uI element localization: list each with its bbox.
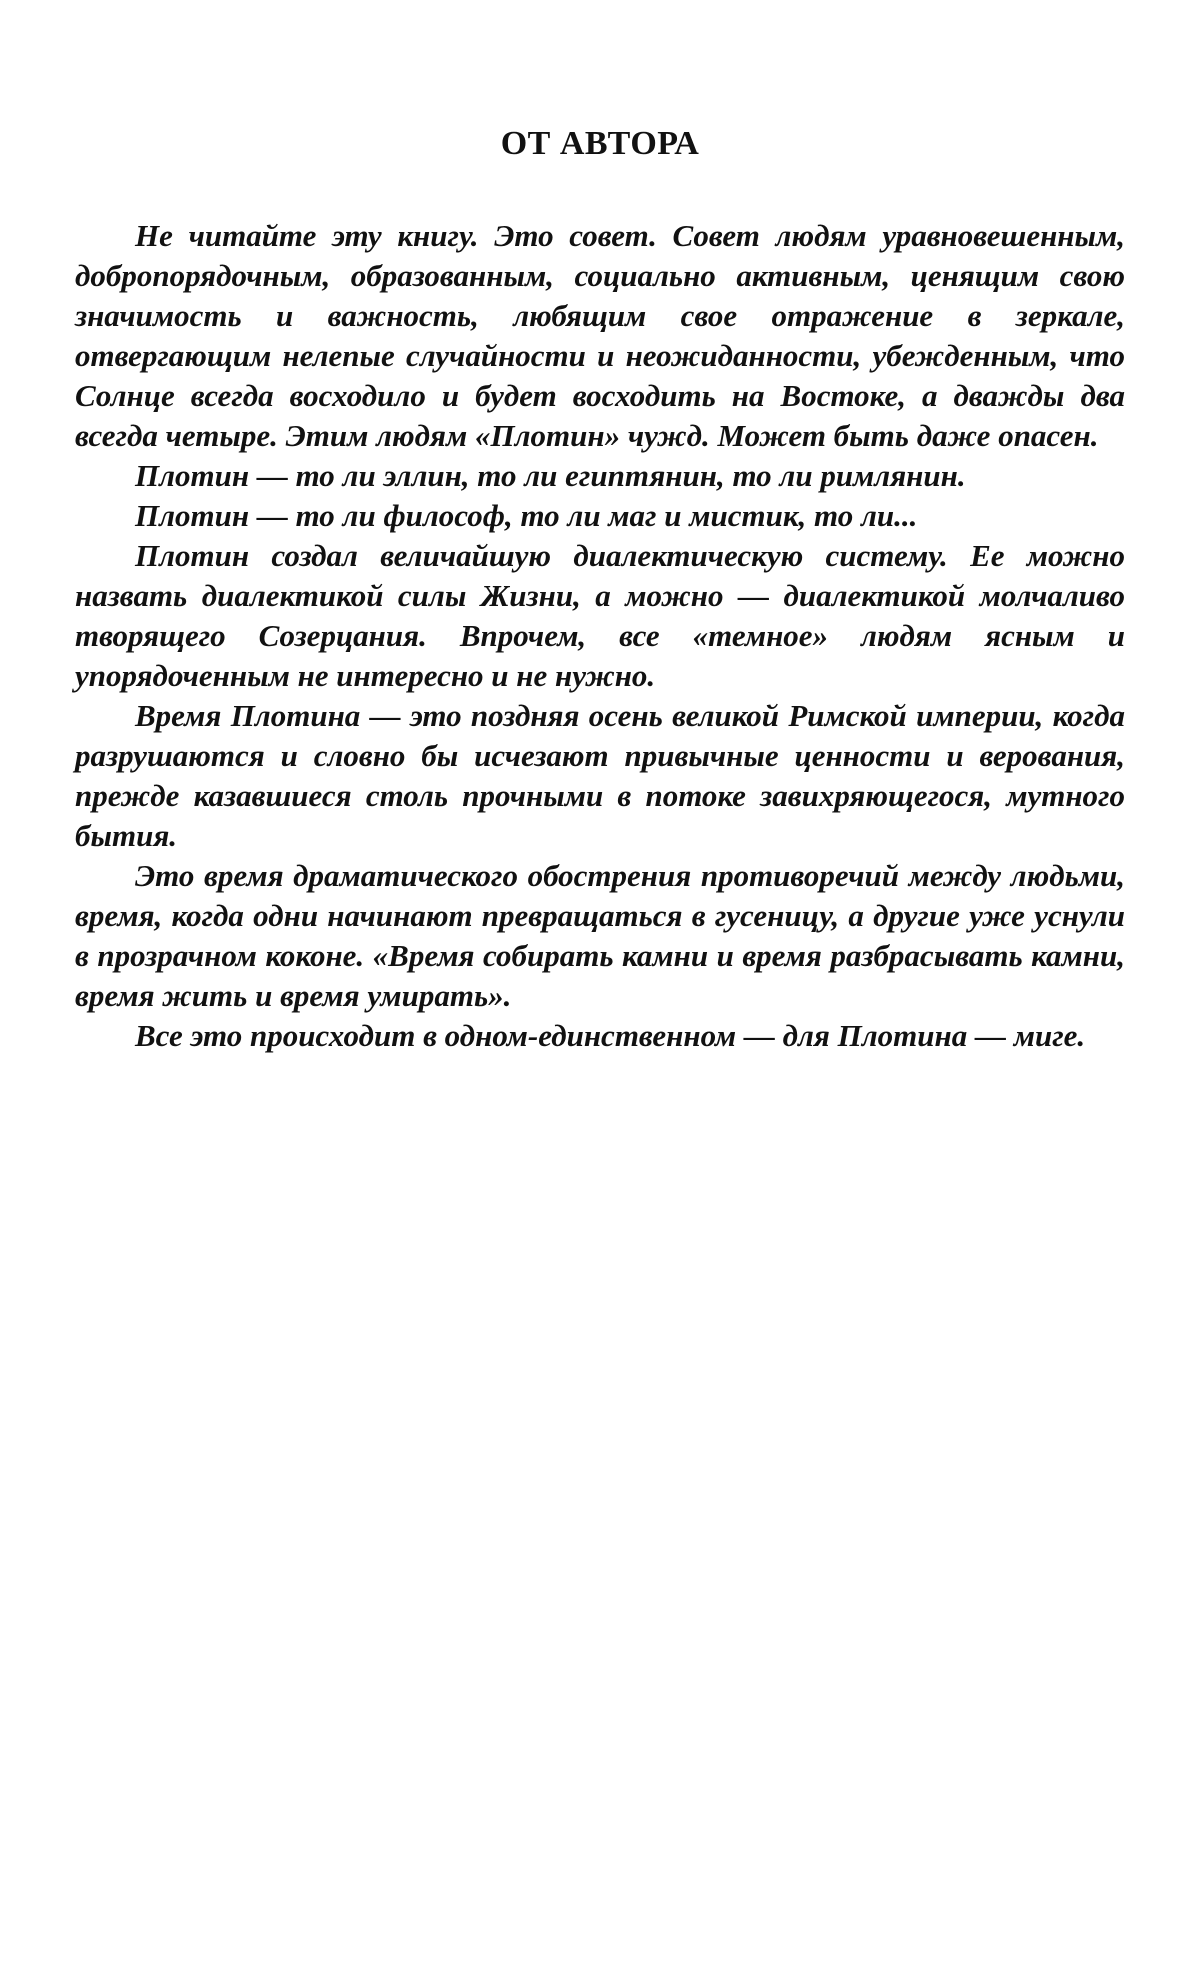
- chapter-title: ОТ АВТОРА: [500, 125, 700, 162]
- body-text: [75, 216, 1125, 1056]
- paragraph: Плотин создал величайшую диалектическую систему. Ее можно назвать диалектикой силы Жизни, а можно — диалектикой молчаливо творящего Созерцания. Впрочем, все «темное» людям ясным и упорядоченным не интересно и не нужно.: [75, 538, 1125, 693]
- paragraph: Время Плотина — это поздняя осень великой Римской империи, когда разрушаются и словно бы исчезают привычные ценности и верования, прежде казавшиеся столь прочными в потоке завихряющегося, мутного бытия.: [75, 698, 1125, 853]
- paragraph: Все это происходит в одном-единственном — для Плотина — миге.: [135, 1018, 1086, 1053]
- paragraph: Это время драматического обострения противоречий между людьми, время, когда одни начинают превращаться в гусеницу, а другие уже уснули в прозрачном коконе. «Время собирать камни и время разбрасывать камни, время жить и время умирать».: [75, 858, 1125, 1013]
- paragraph: Плотин — то ли эллин, то ли египтянин, то ли римлянин.: [135, 458, 966, 493]
- paragraph: Плотин — то ли философ, то ли маг и мистик, то ли...: [135, 498, 918, 533]
- book-page: [75, 0, 1125, 1056]
- paragraph: Не читайте эту книгу. Это совет. Совет людям уравновешенным, добропорядочным, образованным, социально активным, ценящим свою значимость и важность, любящим свое отражение в зеркале, отвергающим нелепые случайности и неожиданности, убежденным, что Солнце всегда восходило и будет восходить на Востоке, а дважды два всегда четыре. Этим людям «Плотин» чужд. Может быть даже опасен.: [75, 218, 1125, 453]
